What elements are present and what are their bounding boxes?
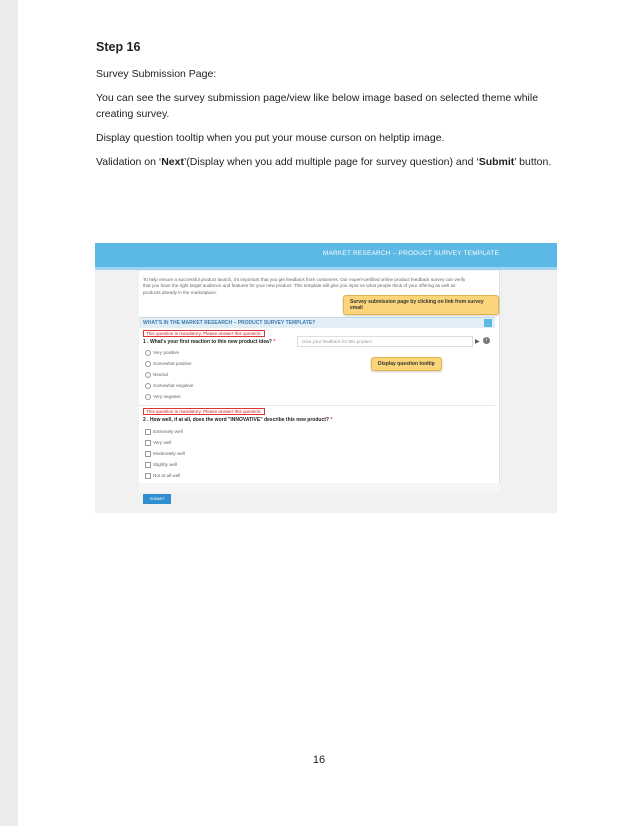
paragraph-title: Survey Submission Page: xyxy=(96,68,217,80)
option-label: Not at all well xyxy=(153,473,181,479)
validation-error-2: This question is mandatory, Please answer this question. xyxy=(143,408,265,415)
feedback-placeholder: Give your feedback for this product. xyxy=(302,339,374,344)
question-1-text: 1 . What's your first reaction to this new product idea? xyxy=(143,339,272,345)
checkbox-icon xyxy=(145,440,151,446)
validation-error-1: This question is mandatory, Please answer this question. xyxy=(143,330,265,337)
radio-icon xyxy=(145,350,151,356)
left-margin-bar xyxy=(0,0,18,826)
q2-option[interactable] xyxy=(145,440,171,446)
option-label: Moderately well xyxy=(153,451,185,457)
q2-option[interactable] xyxy=(145,462,177,468)
q2-option[interactable] xyxy=(145,429,183,435)
question-1 xyxy=(143,339,275,345)
option-label: Very well xyxy=(153,440,172,446)
q2-option[interactable] xyxy=(145,473,180,479)
option-label: Somewhat negative xyxy=(153,383,194,389)
checkbox-icon xyxy=(145,473,151,479)
submit-button[interactable]: SUBMIT xyxy=(143,494,171,504)
checkbox-icon xyxy=(145,451,151,457)
text-segment: ’(Display when you add multiple page for survey question) and ‘ xyxy=(183,156,479,168)
q1-option[interactable] xyxy=(145,372,168,378)
page-number: 16 xyxy=(312,754,326,766)
q1-option[interactable] xyxy=(145,361,192,367)
radio-icon xyxy=(145,372,151,378)
section-toggle[interactable] xyxy=(484,319,492,327)
chevron-right-icon[interactable]: ▶ xyxy=(475,339,480,345)
survey-title: MARKET RESEARCH – PRODUCT SURVEY TEMPLATE xyxy=(322,250,499,257)
submit-word: Submit xyxy=(478,156,515,168)
step-heading: Step 16 xyxy=(96,40,141,54)
required-mark: * xyxy=(273,339,276,345)
q2-option[interactable] xyxy=(145,451,185,457)
option-label: Somewhat positive xyxy=(153,361,192,367)
section-title: WHAT'S IN THE MARKET RESEARCH – PRODUCT SURVEY TEMPLATE? xyxy=(143,320,316,326)
embedded-screenshot xyxy=(95,243,557,513)
question-circle-icon[interactable]: i xyxy=(483,337,490,344)
feedback-input[interactable] xyxy=(297,336,473,347)
document-body xyxy=(96,40,566,178)
survey-header-bar xyxy=(95,243,557,267)
callout-question-tooltip: Display question tooltip xyxy=(371,357,442,371)
question-2 xyxy=(143,417,332,423)
text-segment: Validation on ‘ xyxy=(96,156,162,168)
option-label: Neutral xyxy=(153,372,168,378)
next-word: Next xyxy=(161,156,184,168)
q1-option[interactable] xyxy=(145,394,181,400)
checkbox-icon xyxy=(145,462,151,468)
radio-icon xyxy=(145,361,151,367)
radio-icon xyxy=(145,394,151,400)
section-header xyxy=(139,317,495,328)
q1-option[interactable] xyxy=(145,350,179,356)
radio-icon xyxy=(145,383,151,389)
paragraph-tooltip: Display question tooltip when you put your mouse curson on helptip image. xyxy=(96,132,445,144)
paragraph-validation xyxy=(96,154,566,170)
text-segment: ’ button. xyxy=(514,156,552,168)
card-footer xyxy=(139,483,500,493)
option-label: Extremely well xyxy=(153,429,183,435)
callout-submission-page: Survey submission page by clicking on link from survey email xyxy=(343,295,499,315)
required-mark: * xyxy=(330,417,333,423)
option-label: Very positive xyxy=(153,350,180,356)
divider xyxy=(139,405,495,406)
survey-intro: To help ensure a successful product launch, it's important that you get feedback from customers. Our expert-certified online product feedback survey can verify that you have the right target audience and features for your new product. This template will give you input on what people think of your offering as well as products already in the marketplace. xyxy=(143,277,466,295)
question-2-text: 2 . How well, if at all, does the word "INNOVATIVE" describe this new product? xyxy=(143,417,329,423)
option-label: Very negative xyxy=(153,394,181,400)
option-label: Slightly well xyxy=(153,462,177,468)
header-underline xyxy=(95,267,557,270)
checkbox-icon xyxy=(145,429,151,435)
paragraph-description: You can see the survey submission page/view like below image based on selected theme while creating survey. xyxy=(96,92,539,120)
survey-card xyxy=(139,271,500,501)
q1-option[interactable] xyxy=(145,383,193,389)
